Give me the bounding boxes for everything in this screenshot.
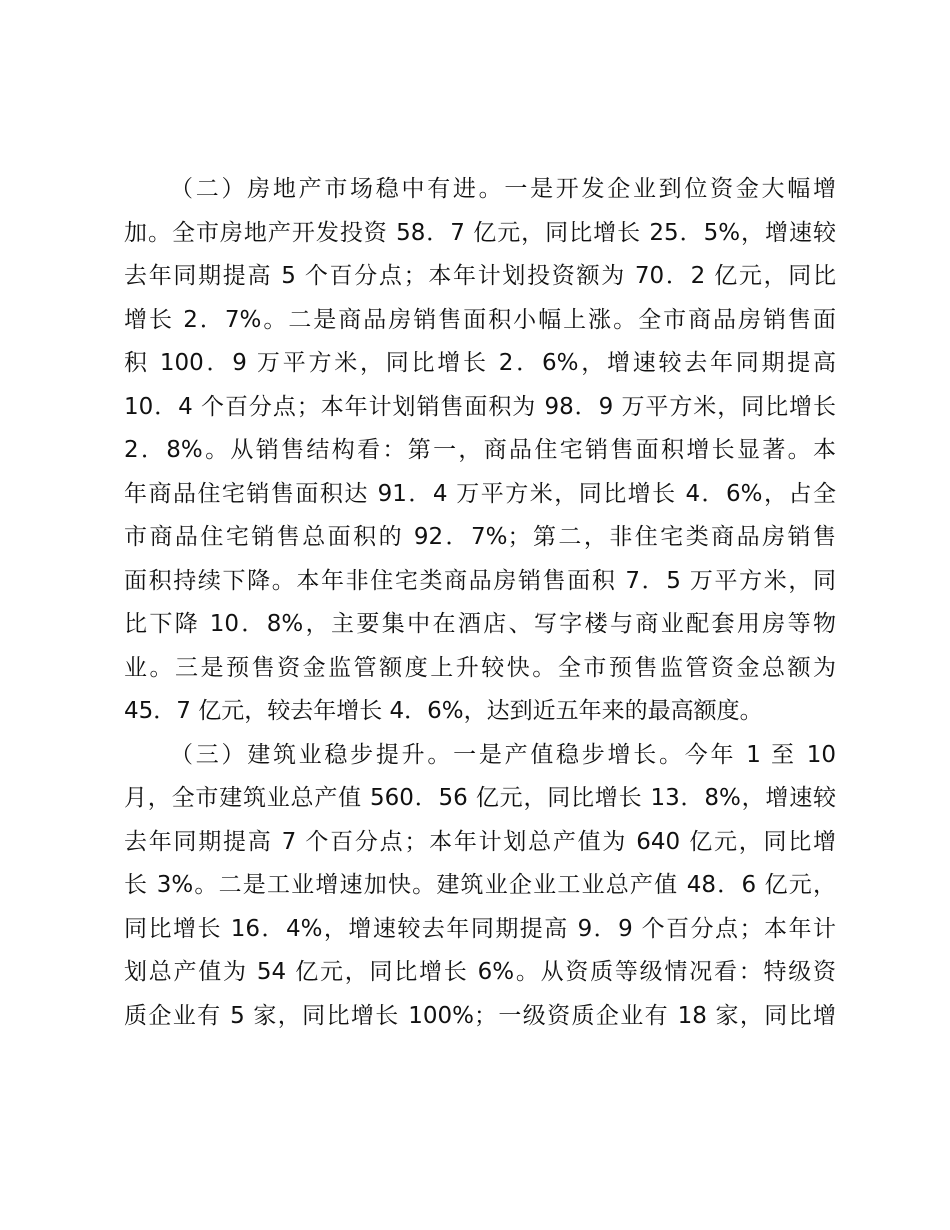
text-line: 业。三是预售资金监管额度上升较快。全市预售监管资金总额为 bbox=[124, 654, 836, 681]
text-line: 划总产值为 54 亿元，同比增长 6%。从资质等级情况看：特级资 bbox=[124, 959, 836, 985]
text-line: 月，全市建筑业总产值 560．56 亿元，同比增长 13．8%，增速较 bbox=[124, 785, 836, 811]
text-line: 市商品住宅销售总面积的 92．7%；第二，非住宅类商品房销售 bbox=[124, 524, 836, 550]
text-line: （三）建筑业稳步提升。一是产值稳步增长。今年 1 至 10 bbox=[170, 741, 836, 768]
text-line: （二）房地产市场稳中有进。一是开发企业到位资金大幅增 bbox=[170, 176, 836, 202]
text-line: 去年同期提高 5 个百分点；本年计划投资额为 70．2 亿元，同比 bbox=[124, 263, 836, 289]
document-body bbox=[124, 168, 836, 1038]
text-line: 加。全市房地产开发投资 58．7 亿元，同比增长 25．5%，增速较 bbox=[124, 219, 836, 246]
text-line: 10．4 个百分点；本年计划销售面积为 98．9 万平方米，同比增长 bbox=[124, 393, 836, 420]
text-line: 质企业有 5 家，同比增长 100%；一级资质企业有 18 家，同比增 bbox=[124, 1002, 836, 1029]
text-line: 长 3%。二是工业增速加快。建筑业企业工业总产值 48．6 亿元， bbox=[124, 872, 836, 898]
text-line: 积 100．9 万平方米，同比增长 2．6%，增速较去年同期提高 bbox=[124, 350, 836, 376]
text-line: 去年同期提高 7 个百分点；本年计划总产值为 640 亿元，同比增 bbox=[124, 828, 836, 855]
text-line: 年商品住宅销售面积达 91．4 万平方米，同比增长 4．6%，占全 bbox=[124, 480, 836, 507]
text-line: 面积持续下降。本年非住宅类商品房销售面积 7．5 万平方米，同 bbox=[124, 567, 836, 594]
text-line: 45．7 亿元，较去年增长 4．6%，达到近五年来的最高额度。 bbox=[124, 698, 763, 724]
text-line: 增长 2．7%。二是商品房销售面积小幅上涨。全市商品房销售面 bbox=[124, 306, 836, 333]
paragraph-real-estate bbox=[124, 168, 836, 734]
text-line: 同比增长 16．4%，增速较去年同期提高 9．9 个百分点；本年计 bbox=[124, 915, 836, 942]
paragraph-construction bbox=[124, 734, 836, 1039]
text-line: 比下降 10．8%，主要集中在酒店、写字楼与商业配套用房等物 bbox=[124, 611, 836, 637]
text-line: 2．8%。从销售结构看：第一，商品住宅销售面积增长显著。本 bbox=[124, 437, 836, 463]
